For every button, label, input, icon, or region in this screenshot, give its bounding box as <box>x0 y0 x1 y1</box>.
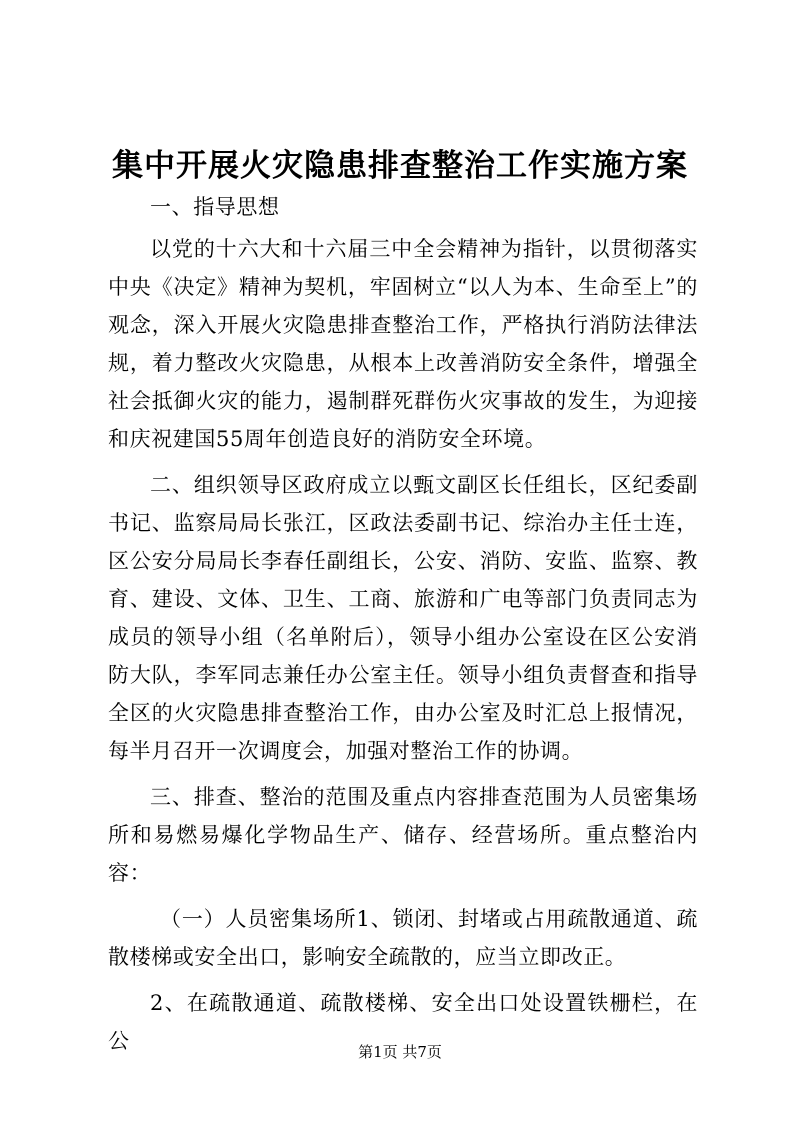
paragraph-guiding-thought: 以党的十六大和十六届三中全会精神为指针，以贯彻落实中央《决定》精神为契机，牢固树立“以人为本、生命至上”的观念，深入开展火灾隐患排查整治工作，严格执行消防法律法规，着力整改火灾隐患，从根本上改善消防安全条件，增强全社会抵御火灾的能力，遏制群死群伤火灾事故的发生，为迎接和庆祝建国55周年创造良好的消防安全环境。 <box>108 237 698 451</box>
paragraph-organization-leadership: 二、组织领导区政府成立以甄文副区长任组长，区纪委副书记、监察局局长张江，区政法委副书记、综治办主任士连，区公安分局局长李春任副组长，公安、消防、安监、监察、教育、建设、文体、卫生、工商、旅游和广电等部门负责同志为成员的领导小组（名单附后），领导小组办公室设在区公安消防大队，李军同志兼任办公室主任。领导小组负责督查和指导全区的火灾隐患排查整治工作，由办公室及时汇总上报情况，每半月召开一次调度会，加强对整治工作的协调。 <box>108 473 698 763</box>
document-title: 集中开展火灾隐患排查整治工作实施方案 <box>112 148 688 184</box>
paragraph-crowded-places-item-1: （一）人员密集场所1、锁闭、封堵或占用疏散通道、疏散楼梯或安全出口，影响安全疏散的，应当立即改正。 <box>108 907 698 969</box>
paragraph-scope-and-contents: 三、排查、整治的范围及重点内容排查范围为人员密集场所和易燃易爆化学物品生产、储存、经营场所。重点整治内容： <box>108 785 698 885</box>
paragraph-crowded-places-item-2: 2、在疏散通道、疏散楼梯、安全出口处设置铁栅栏，在公 <box>108 991 698 1053</box>
page-number-footer: 第1页 共7页 <box>358 1043 442 1061</box>
document-body <box>108 188 698 1068</box>
section-heading-guiding-thought: 一、指导思想 <box>150 195 280 219</box>
